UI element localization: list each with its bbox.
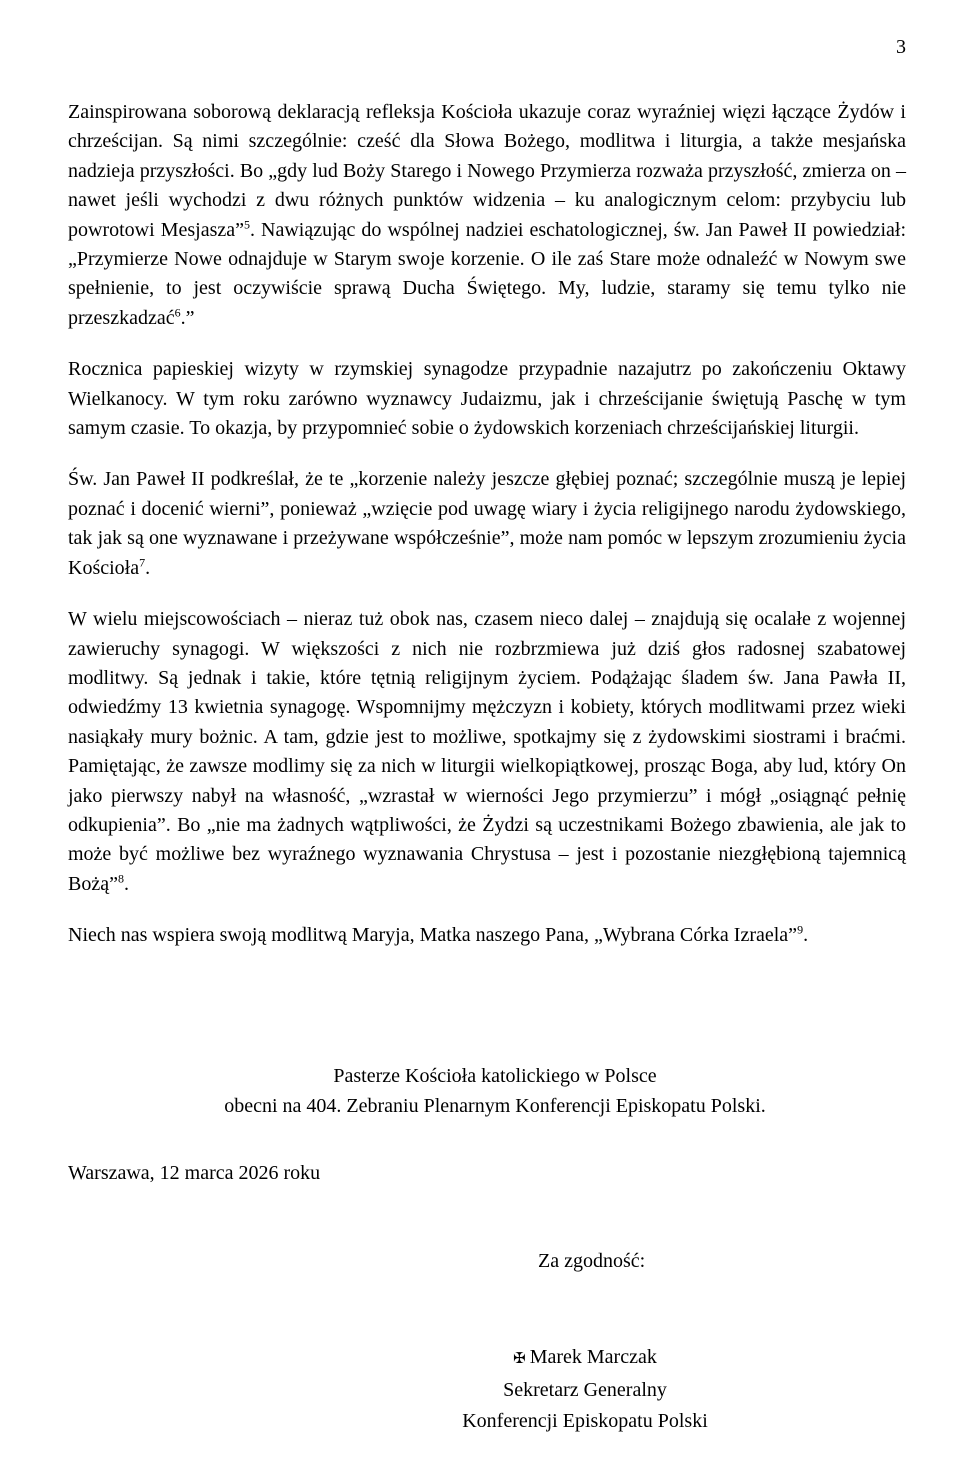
paragraph-shared-bonds <box>68 98 906 333</box>
signer-organization: Konferencji Episkopatu Polski <box>462 1410 708 1432</box>
paragraph-text: . Nawiązując do wspólnej nadziei eschatologicznej, św. Jan Paweł II powiedział: „Przymierze Nowe odnajduje w Starym swoje korzenie. O ile zaś Stare może odnaleźć w Nowym swe spełnienie, to jest oczywiście sprawą Ducha Świętego. My, ludzie, staramy się temu tylko nie przeszkadzać <box>68 218 906 329</box>
paragraph-text: . <box>803 924 809 947</box>
footnote-ref[interactable]: 7 <box>139 555 146 570</box>
paragraph-anniversary <box>68 355 906 443</box>
signatories-line-2: obecni na 404. Zebraniu Plenarnym Konferencji Episkopatu Polski. <box>224 1095 766 1117</box>
paragraph-text: . <box>123 872 129 895</box>
letter-body <box>68 98 906 951</box>
maltese-cross-icon: ✠ <box>513 1351 526 1367</box>
place-date: Warszawa, 12 marca 2026 roku <box>68 1162 321 1184</box>
paragraph-synagogues <box>68 605 906 899</box>
signatories-line-1: Pasterze Kościoła katolickiego w Polsce <box>333 1065 657 1087</box>
signer-title: Sekretarz Generalny <box>503 1379 667 1401</box>
paragraph-text: Niech nas wspiera swoją modlitwą Maryja, Matka naszego Pana, „Wybrana Córka Izraela” <box>68 924 798 947</box>
signatories-block <box>68 1061 922 1121</box>
signature-block <box>430 1342 740 1437</box>
signer-name: Marek Marczak <box>529 1346 657 1368</box>
signer-line <box>430 1342 740 1375</box>
footnote-ref[interactable]: 8 <box>117 871 124 886</box>
paragraph-text: W wielu miejscowościach – nieraz tuż obok nas, czasem nieco dalej – znajdują się ocalałe z wojennej zawieruchy synagogi. W większości z nich nie rozbrzmiewa już dziś głos radosnej szabatowej modlitwy. Są jednak i takie, które tętnią religijnym życiem. Podążając śladem św. Jana Pawła II, odwiedźmy 13 kwietnia synagogę. Wspomnijmy mężczyzn i kobiety, których modlitwami przez wieki nasiąkały mury bożnic. A tam, gdzie jest to możliwe, spotkajmy się z żydowskimi siostrami i braćmi. Pamiętając, że zawsze modlimy się za nich w liturgii wielkopiątkowej, prosząc Boga, aby lud, który On jako pierwszy nabył na własność, „wzrastał w wierności Jego przymierzu” i mógł „osiągnąć pełnię odkupienia”. Bo „nie ma żadnych wątpliwości, że Żydzi są uczestnikami Bożego zbawienia, ale jak to może być możliwe bez wyraźnego wyznawania Chrystusa – jest i pozostanie niezgłębioną tajemnicą Bożą” <box>68 608 906 895</box>
footnote-ref[interactable]: 6 <box>174 305 181 320</box>
paragraph-text: Zainspirowana soborową deklaracją refleksja Kościoła ukazuje coraz wyraźniej więzi łączące Żydów i chrześcijan. Są nimi szczególnie: cześć dla Słowa Bożego, modlitwa i liturgia, a także mesjańska nadzieja przyszłości. Bo „gdy lud Boży Starego i Nowego Przymierza rozważa przyszłość, zmierza on – nawet jeśli wychodzi z dwu różnych punktów widzenia – ku analogicznym celom: przybyciu lub powrotowi Mesjasza” <box>68 101 906 241</box>
paragraph-closing-prayer <box>68 921 906 950</box>
conformity-label: Za zgodność: <box>538 1250 646 1272</box>
page-number: 3 <box>896 36 906 58</box>
paragraph-text: . <box>145 556 151 579</box>
paragraph-jewish-roots <box>68 465 906 583</box>
footnote-ref[interactable]: 5 <box>243 216 250 231</box>
footnote-ref[interactable]: 9 <box>797 922 804 937</box>
paragraph-text: Św. Jan Paweł II podkreślał, że te „korzenie należy jeszcze głębiej poznać; szczególnie muszą je lepiej poznać i docenić wierni”, ponieważ „wzięcie pod uwagę wiary i życia religijnego narodu żydowskiego, tak jak są one wyznawane i przeżywane współcześnie”, może nam pomóc w lepszym zrozumieniu życia Kościoła <box>68 468 906 579</box>
paragraph-text: Rocznica papieskiej wizyty w rzymskiej synagodze przypadnie nazajutrz po zakończeniu Oktawy Wielkanocy. W tym roku zarówno wyznawcy Judaizmu, jak i chrześcijanie świętują Paschę w tym samym czasie. To okazja, by przypomnieć sobie o żydowskich korzeniach chrześcijańskiej liturgii. <box>68 358 906 440</box>
paragraph-text: .” <box>180 306 195 329</box>
